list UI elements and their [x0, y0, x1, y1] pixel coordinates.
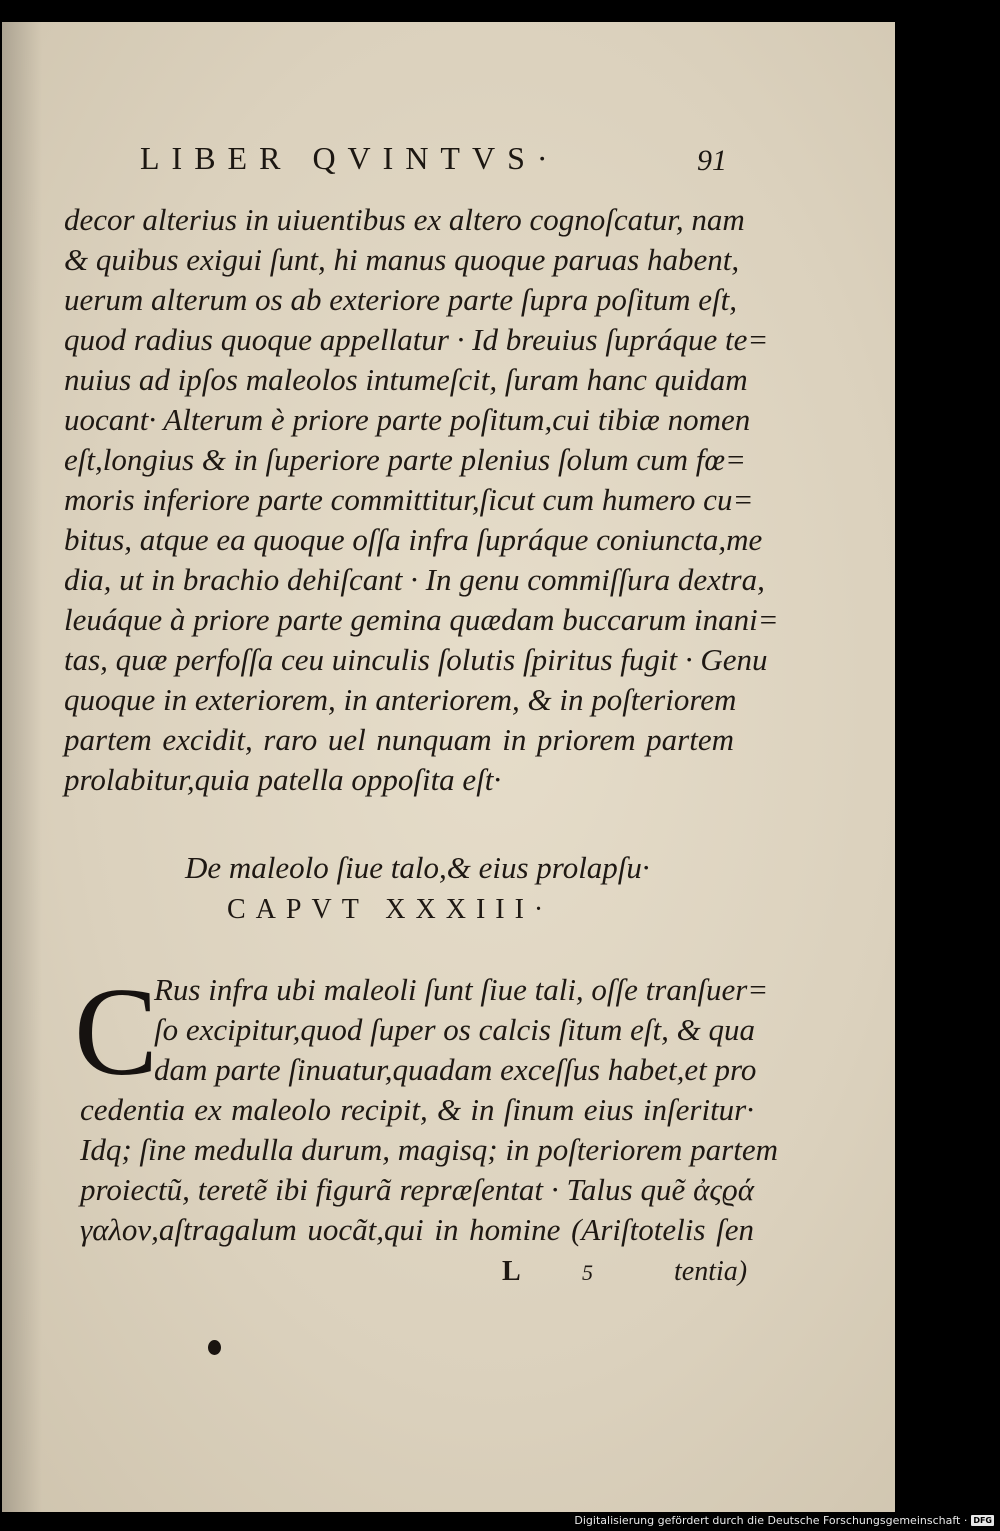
text-line: leuáque à priore parte gemina quædam buccarum inani=	[64, 602, 779, 637]
text-line: uocant· Alterum è priore parte poſitum,cui tibiæ nomen	[64, 402, 751, 437]
dfg-logo-icon: DFG	[973, 1516, 992, 1525]
running-head: LIBER QVINTVS·	[140, 140, 560, 176]
text-line: tas, quæ perfoſſa ceu uinculis ſolutis ſpiritus fugit · Genu	[64, 642, 768, 677]
signature-number: 5	[582, 1260, 593, 1285]
signature-mark: L	[502, 1256, 521, 1287]
text-line: eſt,longius & in ſuperiore parte plenius ſolum cum fœ=	[64, 442, 746, 477]
chapter-label: CAPVT XXXIII·	[227, 894, 554, 925]
drop-cap: C	[74, 963, 159, 1102]
text-line: γαλον,aſtragalum uocãt,qui in homine (Ariſtotelis ſen	[80, 1212, 754, 1247]
text-line: Rus infra ubi maleoli ſunt ſiue tali, oſſe tranſuer=	[154, 972, 769, 1007]
text-line: decor alterius in uiuentibus ex altero cognoſcatur, nam	[64, 202, 745, 237]
catchword: tentia)	[674, 1256, 748, 1287]
text-line: bitus, atque ea quoque oſſa infra ſupráque coniuncta,me	[64, 522, 763, 557]
text-line: quoque in exteriorem, in anteriorem, & in poſteriorem	[64, 682, 737, 717]
paragraph-2-indented	[154, 970, 769, 1090]
text-line: nuius ad ipſos maleolos intumeſcit, ſuram hanc quidam	[64, 362, 748, 397]
text-line: & quibus exigui ſunt, hi manus quoque paruas habent,	[64, 242, 740, 277]
text-line: cedentia ex maleolo recipit, & in ſinum eius inſeritur·	[80, 1092, 754, 1127]
page-number: 91	[697, 144, 727, 177]
ink-spot	[208, 1340, 221, 1355]
text-line: dia, ut in brachio dehiſcant · In genu commiſſura dextra,	[64, 562, 765, 597]
footer-credit	[574, 1514, 994, 1527]
text-line: prolabitur,quia patella oppoſita eſt·	[64, 762, 502, 797]
text-line: Idq; ſine medulla durum, magisq; in poſteriorem partem	[80, 1132, 778, 1167]
book-page	[2, 22, 895, 1512]
text-line: uerum alterum os ab exteriore parte ſupra poſitum eſt,	[64, 282, 738, 317]
spine-shadow	[2, 22, 42, 1512]
paragraph-1	[64, 200, 779, 800]
text-line: moris inferiore parte committitur,ſicut cum humero cu=	[64, 482, 754, 517]
text-line: dam parte ſinuatur,quadam exceſſus habet,et pro	[154, 1052, 757, 1087]
text-line: proiectũ, teretẽ ibi figurã repræſentat · Talus quẽ ἀςϱά	[80, 1172, 754, 1207]
text-line: quod radius quoque appellatur · Id breuius ſupráque te=	[64, 322, 769, 357]
section-heading: De maleolo ſiue talo,& eius prolapſu·	[185, 850, 650, 885]
footer-text: Digitalisierung gefördert durch die Deutsche Forschungsgemeinschaft ·	[574, 1514, 968, 1527]
text-line: partem excidit, raro uel nunquam in priorem partem	[64, 722, 734, 757]
text-line: ſo excipitur,quod ſuper os calcis ſitum eſt, & qua	[154, 1012, 755, 1047]
paragraph-2	[80, 1090, 778, 1250]
